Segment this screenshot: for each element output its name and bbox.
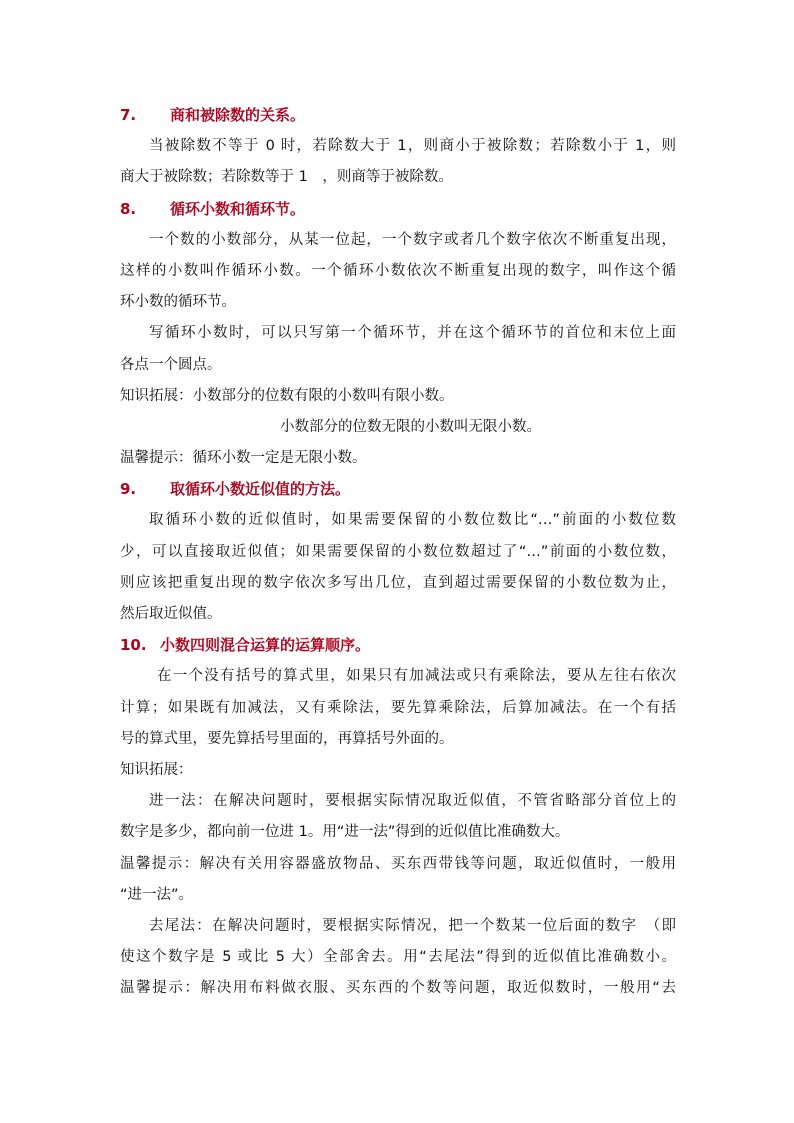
paragraph-line: 进一法：在解决问题时，要根据实际情况取近似值，不管省略部分首位上的 <box>149 793 676 810</box>
section-number: 9. <box>120 480 137 499</box>
paragraph-line: 计算；如果既有加减法，又有乘除法，要先算乘除法，后算加减法。在一个有括 <box>120 699 676 716</box>
paragraph-line: 商大于被除数；若除数等于 1 ，则商等于被除数。 <box>120 169 453 186</box>
paragraph-line: 数字是多少，都向前一位进 1。用“进一法”得到的近似值比准确数大。 <box>120 824 570 841</box>
paragraph-line: 使这个数字是 5 或比 5 大）全部舍去。用“去尾法”得到的近似值比准确数小。 <box>120 949 676 966</box>
section-heading-8 <box>120 194 676 225</box>
section-title: 循环小数和循环节。 <box>170 199 306 218</box>
knowledge-extension: 知识拓展： <box>120 761 193 778</box>
section-heading-7 <box>120 100 676 131</box>
document-page <box>120 100 676 1004</box>
paragraph-line: 去尾法：在解决问题时，要根据实际情况，把一个数某一位后面的数字 （即 <box>149 917 676 934</box>
paragraph-line: “进一法”。 <box>120 886 194 903</box>
section-title: 商和被除数的关系。 <box>170 106 306 124</box>
paragraph-line: 环小数的循环节。 <box>120 294 236 311</box>
paragraph-line: 这样的小数叫作循环小数。一个循环小数依次不断重复出现的数字，叫作这个循 <box>120 262 676 279</box>
warm-tip: 温馨提示：解决有关用容器盛放物品、买东西带钱等问题，取近似值时，一般用 <box>120 855 676 872</box>
knowledge-extension-continued: 小数部分的位数无限的小数叫无限小数。 <box>280 418 541 435</box>
section-heading-9 <box>120 474 676 505</box>
paragraph-line: 写循环小数时，可以只写第一个循环节，并在这个循环节的首位和末位上面 <box>149 325 676 342</box>
paragraph-line: 一个数的小数部分，从某一位起，一个数字或者几个数字依次不断重复出现， <box>149 231 676 248</box>
warm-tip: 温馨提示：循环小数一定是无限小数。 <box>120 450 367 467</box>
warm-tip: 温馨提示：解决用布料做衣服、买东西的个数等问题，取近似数时，一般用“去 <box>120 980 676 997</box>
section-title: 取循环小数近似值的方法。 <box>170 480 351 499</box>
section-number: 8. <box>120 199 137 218</box>
knowledge-extension: 知识拓展：小数部分的位数有限的小数叫有限小数。 <box>120 387 454 404</box>
paragraph-line: 号的算式里，要先算括号里面的，再算括号外面的。 <box>120 730 454 747</box>
section-title: 小数四则混合运算的运算顺序。 <box>160 636 371 655</box>
paragraph-line: 在一个没有括号的算式里，如果只有加减法或只有乘除法，要从左往右依次 <box>157 668 676 685</box>
paragraph-line: 少，可以直接取近似值；如果需要保留的小数位数超过了“…”前面的小数位数， <box>120 543 676 560</box>
paragraph-line: 各点一个圆点。 <box>120 356 222 373</box>
paragraph-line: 取循环小数的近似值时，如果需要保留的小数位数比“…”前面的小数位数 <box>149 512 676 529</box>
paragraph-line: 则应该把重复出现的数字依次多写出几位，直到超过需要保留的小数位数为止， <box>120 574 676 591</box>
section-number: 10. <box>120 636 147 655</box>
paragraph-line: 然后取近似值。 <box>120 606 222 622</box>
section-heading-10 <box>120 630 676 661</box>
paragraph-line: 当被除数不等于 0 时，若除数大于 1，则商小于被除数；若除数小于 1，则 <box>149 138 676 155</box>
section-number: 7. <box>120 106 137 124</box>
